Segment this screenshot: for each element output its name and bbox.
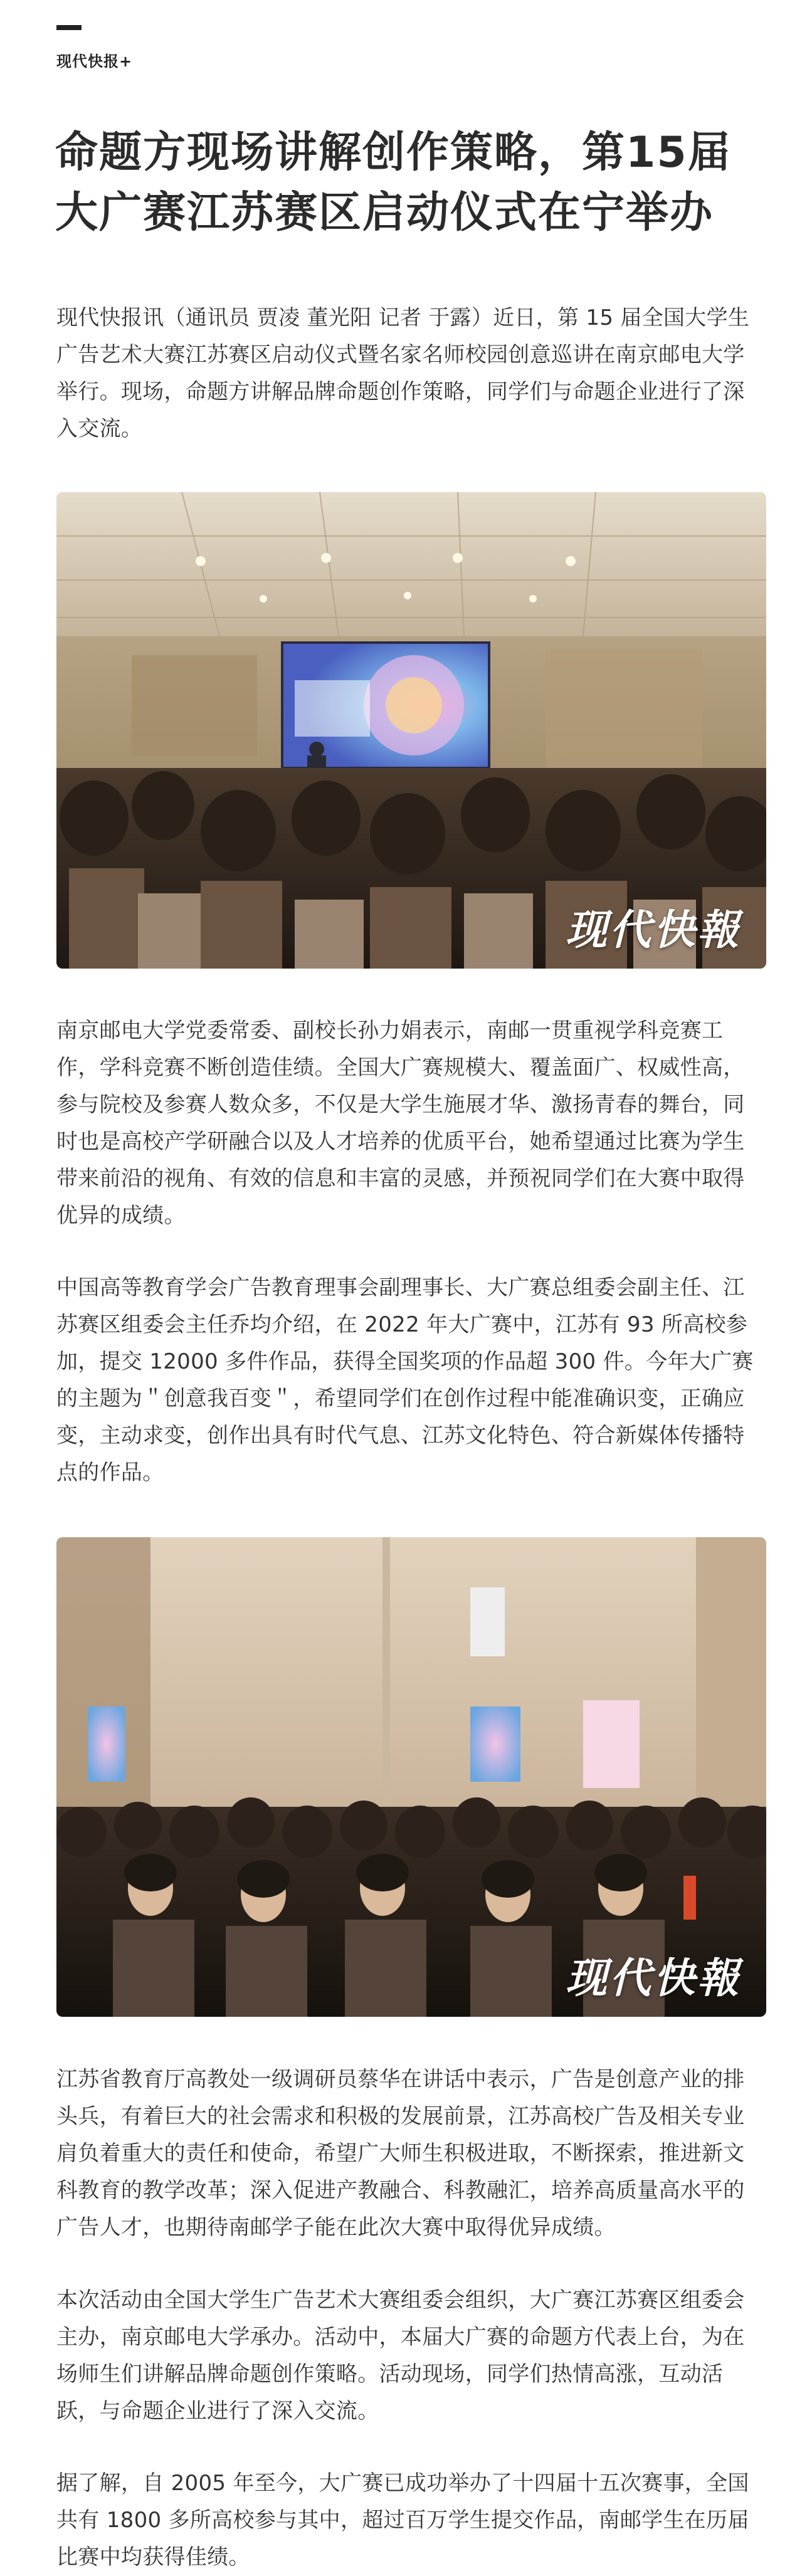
article-paragraph: 江苏省教育厅高教处一级调研员蔡华在讲话中表示，广告是创意产业的排头兵，有着巨大的社会需求和积极的发展前景，江苏高校广告及相关专业肩负着重大的责任和使命，希望广大师生积极进取，不断探索，推进新文科教育的教学改革；深入促进产教融合、科教融汇，培养高质量高水平的广告人才，也期待南邮学子能在此次大赛中取得优异成绩。: [56, 2067, 745, 2240]
article-photo: [56, 492, 766, 969]
photo-watermark: 现代快報: [566, 1953, 741, 2002]
article-paragraph: 本次活动由全国大学生广告艺术大赛组委会组织，大广赛江苏赛区组委会主办，南京邮电大学承办。活动中，本届大广赛的命题方代表上台，为在场师生们讲解品牌命题创作策略。活动现场，同学们热情高涨，互动活跃，与命题企业进行了深入交流。: [56, 2288, 745, 2424]
brand-label[interactable]: 现代快报+: [56, 53, 133, 70]
article-paragraph: 据了解，自 2005 年至今，大广赛已成功举办了十四届十五次赛事，全国共有 1800 多所高校参与其中，超过百万学生提交作品，南邮学生在历届比赛中均获得佳绩。: [56, 2471, 749, 2570]
photo-watermark: 现代快報: [566, 905, 741, 954]
article-photo: [56, 1537, 766, 2017]
article-paragraph: 中国高等教育学会广告教育理事会副理事长、大广赛总组委会副主任、江苏赛区组委会主任乔均介绍，在 2022 年大广赛中，江苏有 93 所高校参加，提交 12000 多件作品，获得全国奖项的作品超 300 件。今年大广赛的主题为＂创意我百变＂，希望同学们在创作过程中能准确识变，正确应变，主动求变，创作出具有时代气息、江苏文化特色、符合新媒体传播特点的作品。: [56, 1275, 754, 1485]
article-paragraph: 现代快报讯（通讯员 贾凌 董光阳 记者 于露）近日，第 15 届全国大学生广告艺术大赛江苏赛区启动仪式暨名家名师校园创意巡讲在南京邮电大学举行。现场，命题方讲解品牌命题创作策略，同学们与命题企业进行了深入交流。: [56, 305, 750, 441]
article-paragraph: 南京邮电大学党委常委、副校长孙力娟表示，南邮一贯重视学科竞赛工作，学科竞赛不断创造佳绩。全国大广赛规模大、覆盖面广、权威性高，参与院校及参赛人数众多，不仅是大学生施展才华、激扬青春的舞台，同时也是高校产学研融合以及人才培养的优质平台，她希望通过比赛为学生带来前沿的视角、有效的信息和丰富的灵感，并预祝同学们在大赛中取得优异的成绩。: [56, 1018, 745, 1228]
brand-bar: [56, 25, 82, 30]
article-title: 命题方现场讲解创作策略，第15届大广赛江苏赛区启动仪式在宁举办: [55, 128, 732, 238]
